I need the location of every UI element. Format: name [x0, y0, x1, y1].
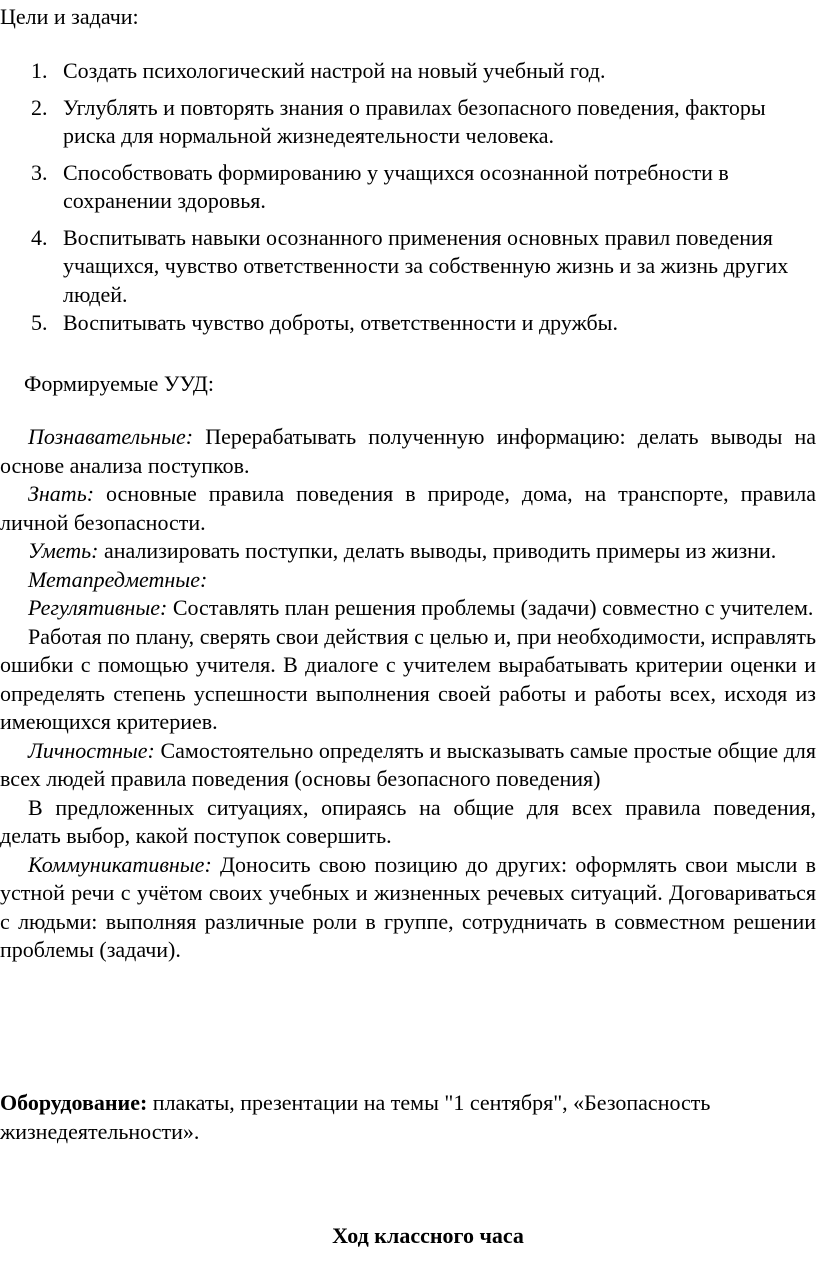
uud-able: [0, 537, 816, 566]
uud-communicative-label: Коммуникативные:: [28, 851, 212, 877]
goal-text: Создать психологический настрой на новый учебный год.: [63, 58, 606, 83]
goal-item-2: [0, 94, 816, 151]
goal-number: 1.: [31, 58, 48, 83]
uud-personal-text: Самостоятельно определять и высказывать самые простые общие для всех людей правила поведения (основы безопасного поведения): [0, 737, 816, 791]
goal-number: 2.: [31, 94, 48, 120]
equipment-text: плакаты, презентации на темы "1 сентября", «Безопасность жизнедеятельности».: [0, 1090, 711, 1144]
equipment-paragraph: [0, 1089, 816, 1146]
uud-communicative-text: Доносить свою позицию до других: оформлять свои мысли в устной речи с учётом своих учебных и жизненных речевых ситуаций. Договариваться с людьми: выполняя различные роли в группе, сотрудничать в совместном решении проблемы (задачи).: [0, 851, 816, 962]
goal-number: 4.: [31, 224, 48, 250]
goal-text: Углублять и повторять знания о правилах безопасного поведения, факторы риска для нормальной жизнедеятельности человека.: [63, 94, 766, 148]
uud-cognitive-label: Познавательные:: [28, 424, 194, 449]
uud-heading: Формируемые УУД:: [24, 371, 214, 396]
uud-know: [0, 480, 816, 537]
uud-cognitive-text: Перерабатывать полученную информацию: делать выводы на основе анализа поступков.: [0, 424, 816, 478]
uud-personal-label: Личностные:: [28, 737, 155, 763]
goal-number: 3.: [31, 159, 48, 185]
goal-text: Воспитывать чувство доброты, ответственности и дружбы.: [63, 310, 618, 335]
uud-communicative: [0, 851, 816, 965]
goal-item-5: [0, 309, 816, 338]
uud-regulatory-label: Регулятивные:: [28, 595, 168, 620]
uud-regulatory: [0, 594, 816, 623]
goal-item-1: [0, 57, 816, 86]
uud-able-label: Уметь:: [28, 538, 99, 563]
lesson-title: Ход классного часа: [332, 1223, 524, 1248]
goal-text: Воспитывать навыки осознанного применения основных правил поведения учащихся, чувство ответственности за собственную жизнь и за жизнь других людей.: [63, 224, 789, 307]
uud-personal-continued: В предложенных ситуациях, опираясь на общие для всех правила поведения, делать выбор, какой поступок совершить.: [0, 794, 816, 848]
goal-item-4: [0, 224, 816, 310]
uud-know-label: Знать:: [28, 481, 95, 506]
uud-know-text: основные правила поведения в природе, дома, на транспорте, правила личной безопасности.: [0, 481, 816, 535]
uud-cognitive: [0, 423, 816, 480]
uud-personal: [0, 737, 816, 794]
uud-metasubject: [0, 566, 816, 595]
uud-metasubject-label: Метапредметные:: [28, 566, 208, 592]
uud-section: [0, 423, 816, 965]
uud-regulatory-continued: Работая по плану, сверять свои действия с целью и, при необходимости, исправлять ошибки с помощью учителя. В диалоге с учителем вырабатывать критерии оценки и определять степень успешности выполнения своей работы и работы всех, исходя из имеющихся критериев.: [0, 623, 816, 734]
goals-list: [0, 57, 816, 346]
goal-text: Способствовать формированию у учащихся осознанной потребности в сохранении здоровья.: [63, 159, 729, 213]
equipment-label: Оборудование:: [0, 1090, 148, 1115]
goal-number: 5.: [31, 310, 48, 335]
uud-regulatory-text: Составлять план решения проблемы (задачи) совместно с учителем.: [172, 595, 814, 620]
goal-item-3: [0, 159, 816, 216]
goals-heading: Цели и задачи:: [0, 4, 139, 29]
uud-able-text: анализировать поступки, делать выводы, приводить примеры из жизни.: [103, 538, 777, 563]
